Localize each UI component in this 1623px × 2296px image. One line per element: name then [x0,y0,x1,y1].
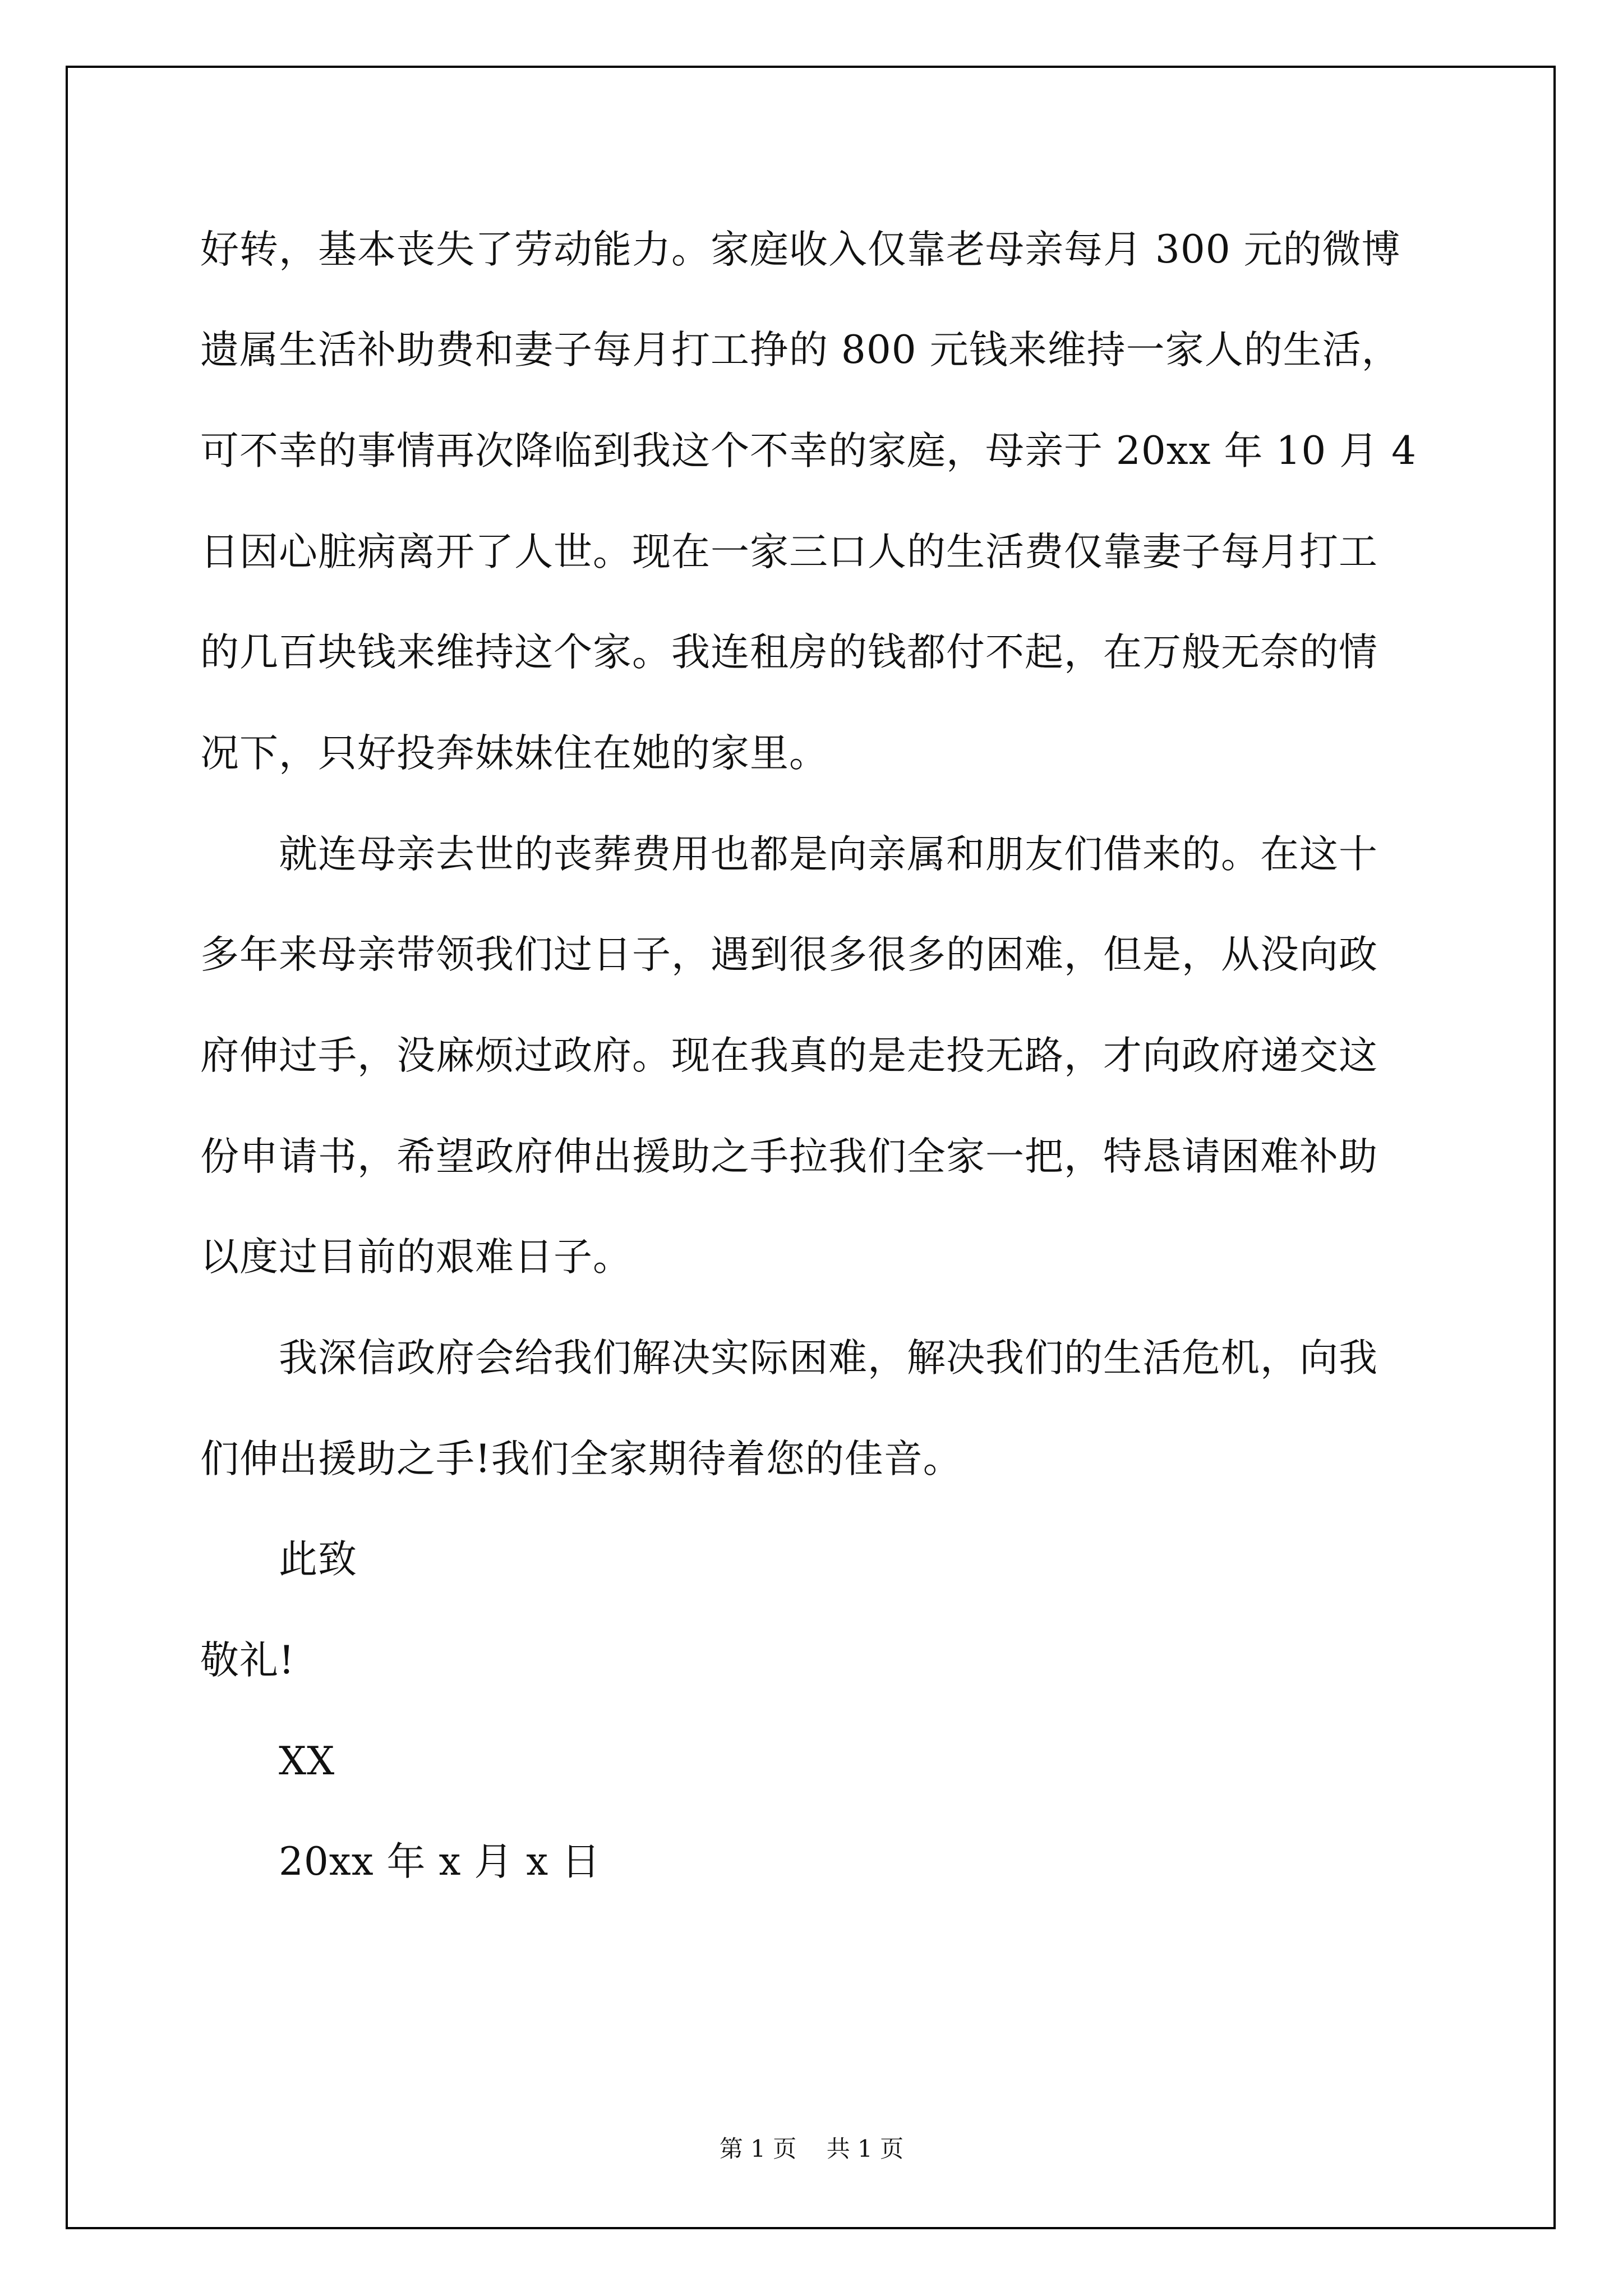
body-line: 可不幸的事情再次降临到我这个不幸的家庭，母亲于 20xx 年 10 月 4 [200,429,1417,473]
body-line: 好转，基本丧失了劳动能力。家庭收入仅靠老母亲每月 300 元的微博 [200,227,1401,272]
letter-date: 20xx 年 x 月 x 日 [279,1839,601,1884]
body-line: 日因心脏病离开了人世。现在一家三口人的生活费仅靠妻子每月打工 [200,530,1378,574]
page-footer: 第 1 页 共 1 页 [719,2135,904,2162]
body-line: 份申请书，希望政府伸出援助之手拉我们全家一把，特恳请困难补助 [200,1134,1378,1179]
body-line: 以度过目前的艰难日子。 [200,1235,632,1280]
salutation: 此致 [279,1537,357,1582]
body-line: 就连母亲去世的丧葬费用也都是向亲属和朋友们借来的。在这十 [279,832,1378,877]
body-line: 况下，只好投奔妹妹住在她的家里。 [200,731,828,776]
signature: XX [279,1739,335,1784]
body-line: 遗属生活补助费和妻子每月打工挣的 800 元钱来维持一家人的生活， [200,328,1401,372]
body-line: 们伸出援助之手!我们全家期待着您的佳音。 [200,1437,962,1481]
body-line: 的几百块钱来维持这个家。我连租房的钱都付不起，在万般无奈的情 [200,630,1378,675]
body-line: 我深信政府会给我们解决实际困难，解决我们的生活危机，向我 [279,1336,1378,1381]
respect-line: 敬礼! [200,1638,295,1683]
body-line: 多年来母亲带领我们过日子，遇到很多很多的困难，但是，从没向政 [200,932,1378,977]
body-line: 府伸过手，没麻烦过政府。现在我真的是走投无路，才向政府递交这 [200,1033,1378,1078]
